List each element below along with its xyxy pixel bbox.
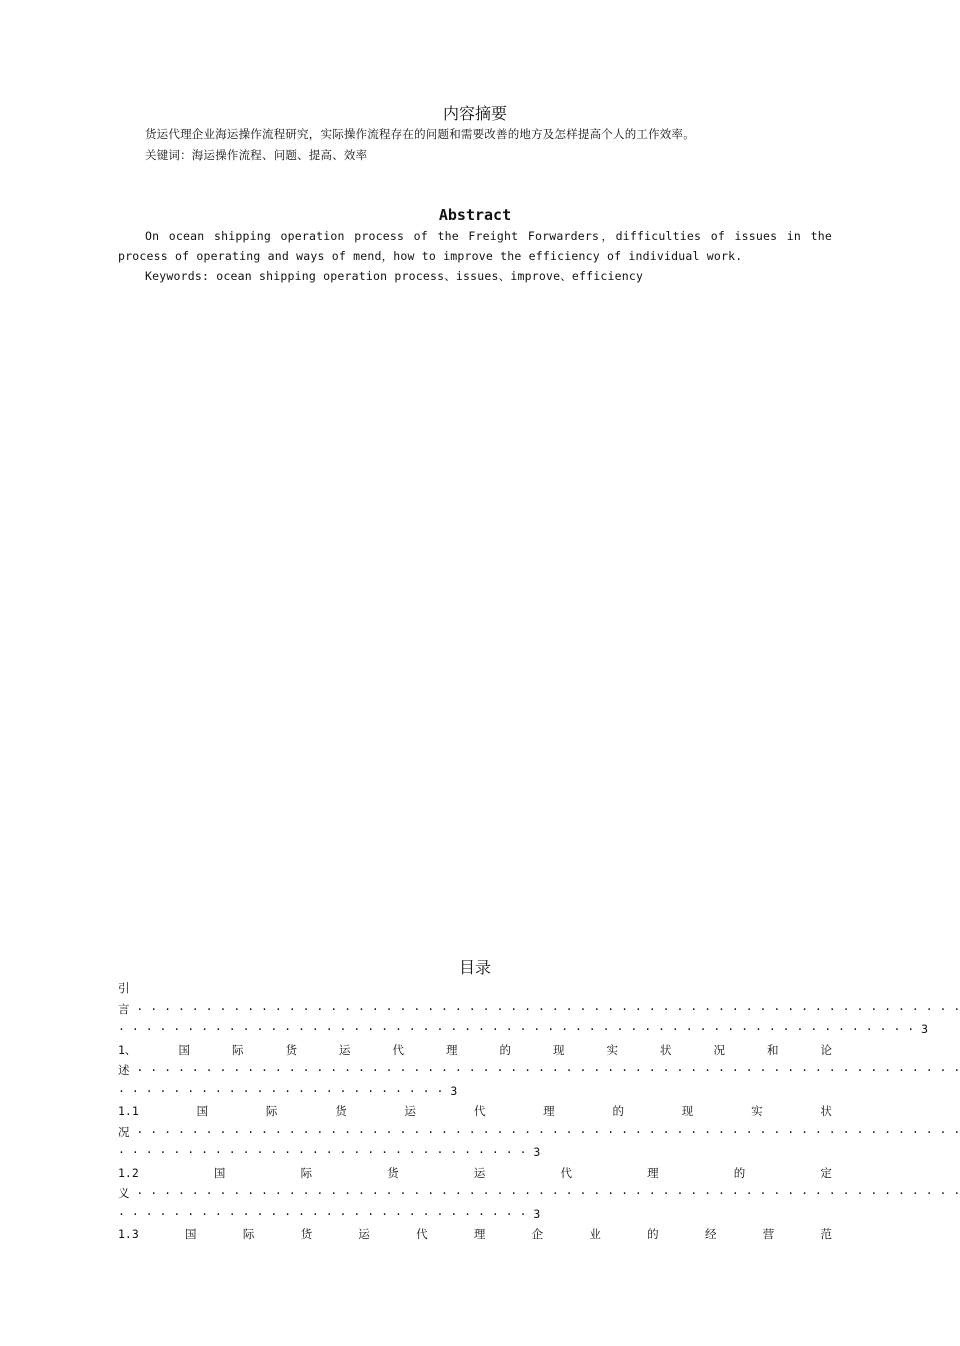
abstract-cn-keywords: 关键词：海运操作流程、问题、提高、效率 [145, 148, 368, 162]
toc-dot-leader: 况 · · · · · · · · · · · · · · · · · · · · · · · · · · · · · · · · · · · · · · · · · · · · · · · · · · · · · · · · · · · · [118, 1124, 960, 1139]
toc-dot-leader: 义 · · · · · · · · · · · · · · · · · · · · · · · · · · · · · · · · · · · · · · · · · · · · · · · · · · · · · · · · · · · · [118, 1186, 960, 1200]
abstract-en-keywords: Keywords: ocean shipping operation process、issues、improve、efficiency [145, 269, 644, 283]
toc-entry-line[interactable]: 1.2 国 际 货 运 代 理 的 定 [118, 1165, 832, 1180]
toc-entry-line[interactable]: 引 [118, 981, 130, 995]
toc-title: 目录 [458, 958, 491, 977]
abstract-cn-title: 内容摘要 [442, 104, 507, 123]
toc-page-number: · · · · · · · · · · · · · · · · · · · · · · · · · · · · · · · · · · · · · · · · · · · · · · · · · · · · · · · · · · 3 [118, 1022, 929, 1036]
toc-entry-line[interactable]: 1、 国 际 货 运 代 理 的 现 实 状 况 和 论 [118, 1042, 832, 1057]
toc-page-number: · · · · · · · · · · · · · · · · · · · · · · · · 3 [118, 1083, 458, 1098]
toc-dot-leader: 言 · · · · · · · · · · · · · · · · · · · · · · · · · · · · · · · · · · · · · · · · · · · · · · · · · · · · · · · · · · · · [118, 1001, 960, 1016]
abstract-cn-body: 货运代理企业海运操作流程研究，实际操作流程存在的问题和需要改善的地方及怎样提高个人的工作效率。 [145, 127, 695, 141]
abstract-en-body: On ocean shipping operation process of the Freight Forwarders，difficulties of issues in the process of operating and ways of mend，how to improve the efficiency of individual work. [118, 229, 832, 263]
toc-page-number: · · · · · · · · · · · · · · · · · · · · · · · · · · · · · · 3 [118, 1145, 541, 1159]
table-of-contents [118, 978, 960, 1245]
toc-entry-line[interactable]: 1.3 国 际 货 运 代 理 企 业 的 经 营 范 [118, 1227, 832, 1241]
abstract-en-title: Abstract [438, 206, 512, 224]
toc-dot-leader: 述 · · · · · · · · · · · · · · · · · · · · · · · · · · · · · · · · · · · · · · · · · · · · · · · · · · · · · · · · · · · · [118, 1063, 960, 1077]
toc-entry-line[interactable]: 1.1 国 际 货 运 代 理 的 现 实 状 [118, 1104, 832, 1118]
toc-page-number: · · · · · · · · · · · · · · · · · · · · · · · · · · · · · · 3 [118, 1206, 541, 1221]
